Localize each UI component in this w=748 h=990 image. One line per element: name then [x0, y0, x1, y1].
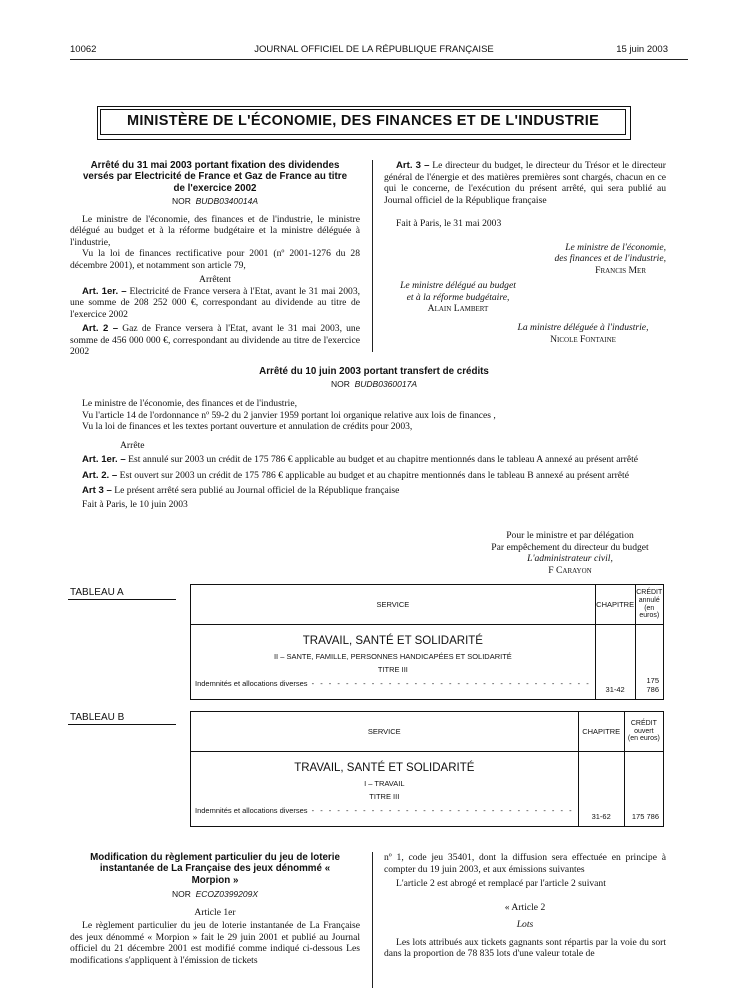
arrete2-art2: Art. 2. – Est ouvert sur 2003 un crédit de 175 786 € applicable au budget et au chapitre mentionnés dans le tableau B annexé au présent arrêté	[82, 469, 629, 481]
modif-title: Modification du règlement particulier du jeu de loterie instantanée de La Française des jeux dénommé « Morpion »	[90, 852, 340, 886]
tableau-b	[190, 711, 664, 827]
tableau-b-label: TABLEAU B	[70, 712, 125, 723]
arrete1-art1: Art. 1er. – Electricité de France versera à l'Etat, avant le 31 mai 2003, une somme de 208 252 000 €, correspondant au dividende au titre de l'exercice 2002	[70, 285, 361, 320]
arrete2-vu1: Vu l'article 14 de l'ordonnance nº 59-2 du 2 janvier 1959 portant loi organique relative aux lois de finances ,	[82, 409, 496, 421]
arrete2-art3: Art 3 – Le présent arrêté sera publié au Journal officiel de la République française	[82, 485, 400, 496]
arrete1-arretent: Arrêtent	[199, 274, 231, 286]
tableau-b-rule	[68, 724, 176, 725]
arrete1-title: Arrêté du 31 mai 2003 portant fixation des dividendes versés par Electricité de France et Gaz de France au titre de l'exercice 2002	[82, 160, 348, 194]
arrete2-body	[70, 398, 666, 510]
modif-article1-heading: Article 1er	[194, 906, 236, 918]
arrete1-art2: Art. 2 – Gaz de France versera à l'Etat, avant le 31 mai 2003, une somme de 456 000 000 €, correspondant au dividende au titre de l'exercice 2002	[70, 323, 360, 358]
arrete2-title: Arrêté du 10 juin 2003 portant transfert de crédits	[259, 366, 489, 377]
signature-mer: Le ministre de l'économie, des finances et de l'industrie, Francis Mer	[554, 241, 666, 276]
arrete2-art1: Art. 1er. – Est annulé sur 2003 un crédit de 175 786 € applicable au budget et au chapitre mentionnés dans le tableau A annexé au présent arrêté	[82, 454, 639, 465]
arrete1-fait: Fait à Paris, le 31 mai 2003	[396, 218, 502, 229]
arrete1-preamble: Le ministre de l'économie, des finances et de l'industrie, le ministre délégué au budget et à la réforme budgétaire et la ministre déléguée à l'industrie,	[70, 213, 360, 248]
modif-lots: Lots	[516, 919, 534, 930]
arrete2-vu2: Vu la loi de finances et les textes portant ouverture et annulation de crédits pour 2003,	[82, 421, 413, 432]
arrete1-nor: NOR BUDB0340014A	[171, 195, 258, 206]
arrete2-arrete: Arrête	[120, 439, 145, 451]
modif-right-p2: L'article 2 est abrogé et remplacé par l'article 2 suivant	[396, 878, 606, 889]
ministry-heading: MINISTÈRE DE L'ÉCONOMIE, DES FINANCES ET DE L'INDUSTRIE	[100, 109, 626, 135]
journal-title: JOURNAL OFFICIEL DE LA RÉPUBLIQUE FRANÇAISE	[254, 44, 494, 55]
tableau-a-label: TABLEAU A	[70, 587, 124, 598]
signature-fontaine: La ministre déléguée à l'industrie, Nicole Fontaine	[517, 322, 649, 345]
arrete1-left-column	[70, 160, 360, 358]
page-number: 10062	[70, 44, 97, 55]
column-divider	[372, 160, 373, 352]
tableau-a-rule	[68, 599, 176, 600]
col-chapitre: CHAPITRE	[578, 712, 624, 752]
modif-p1: Le règlement particulier du jeu de loterie instantanée de La Française des jeux dénommé « Morpion » fait le 29 juin 2001 et publié au Journal officiel du 21 décembre 2001 est modifié comme indiqué ci-dessous Les modifications s'appliquent à l'émission de tickets	[70, 920, 360, 966]
col-service: SERVICE	[191, 712, 579, 752]
column-divider-bottom	[372, 852, 373, 988]
issue-date: 15 juin 2003	[616, 44, 668, 55]
col-credit: CRÉDIT ouvert (en euros)	[624, 712, 663, 752]
arrete2-signature: Pour le ministre et par délégation Par empêchement du directeur du budget L'administrateur civil, F Carayon	[491, 530, 649, 576]
arrete1-art3: Art. 3 – Le directeur du budget, le directeur du Trésor et le directeur général de l'énergie et des matières premières sont chargés, chacun en ce qui le concerne, de l'exécution du présent arrêté, qui sera publié au Journal officiel de la République française	[384, 160, 666, 206]
col-chapitre: CHAPITRE	[595, 585, 635, 625]
tableau-a-credit: 175 786	[635, 625, 663, 700]
tableau-b-credit: 175 786	[624, 752, 663, 827]
tableau-a-chapitre: 31-42	[595, 625, 635, 700]
modif-right-column	[384, 852, 666, 960]
modif-left-column	[70, 852, 360, 966]
modif-right-p3: Les lots attribués aux tickets gagnants sont répartis par la voie du sort dans la proportion de 78 835 lots d'une valeur totale de	[384, 936, 666, 959]
header-rule	[70, 59, 688, 60]
signature-lambert: Le ministre délégué au budget et à la réforme budgétaire, Alain Lambert	[400, 280, 516, 314]
arrete1-right-column	[384, 160, 666, 276]
col-service: SERVICE	[191, 585, 596, 625]
tableau-b-service-cell: TRAVAIL, SANTÉ ET SOLIDARITÉ I – TRAVAIL TITRE III Indemnités et allocations diverses ‑ ‑ ‑ ‑ ‑ ‑ ‑ ‑ ‑ ‑ ‑ ‑ ‑ ‑ ‑ ‑ ‑ ‑ ‑ ‑ ‑ ‑ ‑ ‑ ‑ ‑ ‑ ‑ ‑ ‑ ‑	[191, 752, 579, 827]
col-credit: CRÉDIT annulé (en euros)	[635, 585, 663, 625]
modif-right-p1: nº 1, code jeu 35401, dont la diffusion sera effectuée en principe à compter du 19 juin 2003, et aux émissions suivantes	[384, 852, 666, 875]
tableau-a-service-cell: TRAVAIL, SANTÉ ET SOLIDARITÉ II – SANTE, FAMILLE, PERSONNES HANDICAPÉES ET SOLIDARITÉ TITRE III Indemnités et allocations diverses ‑ ‑ ‑ ‑ ‑ ‑ ‑ ‑ ‑ ‑ ‑ ‑ ‑ ‑ ‑ ‑ ‑ ‑ ‑ ‑ ‑ ‑ ‑ ‑ ‑ ‑ ‑ ‑ ‑ ‑ ‑ ‑ ‑	[191, 625, 596, 700]
tableau-b-chapitre: 31-62	[578, 752, 624, 827]
modif-article2: « Article 2	[504, 901, 546, 913]
arrete2-ministre: Le ministre de l'économie, des finances et de l'industrie,	[82, 398, 297, 409]
modif-nor: NOR ECOZ0399209X	[172, 888, 258, 899]
tableau-a	[190, 584, 664, 700]
arrete2-fait: Fait à Paris, le 10 juin 2003	[82, 498, 188, 510]
arrete1-vu: Vu la loi de finances rectificative pour 2001 (nº 2001-1276 du 28 décembre 2001), et notamment son article 79,	[70, 248, 360, 271]
arrete2-nor: NOR BUDB0360017A	[330, 379, 417, 389]
